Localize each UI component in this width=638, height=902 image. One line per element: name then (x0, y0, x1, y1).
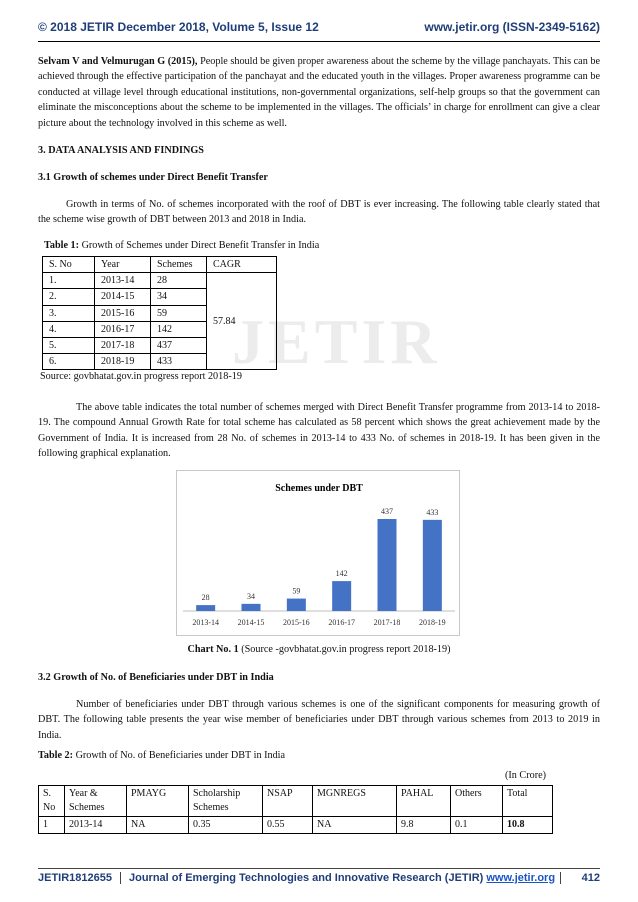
table-cell: 59 (151, 305, 207, 321)
chart-bar (196, 605, 215, 611)
x-tick-label: 2017-18 (373, 618, 401, 627)
section-heading-3: 3. DATA ANALYSIS AND FINDINGS (38, 145, 204, 156)
chart-canvas (177, 471, 461, 637)
table2-caption (38, 750, 285, 761)
paragraph-beneficiaries: Number of beneficiaries under DBT through various schemes is one of the significant components for measuring growth of DBT. The following table presents the year wise member of beneficiaries under DBT through various schemes from 2013 to 2019 in India. (38, 699, 600, 741)
table-cell: 2018-19 (95, 354, 151, 370)
article-code: JETIR1812655 (38, 872, 121, 884)
table-cell: 4. (43, 321, 95, 337)
citation-author: Selvam V and Velmurugan G (2015), (38, 56, 198, 67)
bar-data-label: 59 (292, 586, 301, 596)
journal-title: Journal of Emerging Technologies and Innovative Research (JETIR) (129, 872, 487, 884)
table-cell: 0.1 (451, 817, 503, 834)
header-right: www.jetir.org (ISSN-2349-5162) (424, 20, 600, 34)
table-cell: 2014-15 (95, 289, 151, 305)
table-cell: 3. (43, 305, 95, 321)
paragraph-intro (38, 54, 600, 131)
x-tick-label: 2018-19 (418, 618, 446, 627)
table-header-cell: Schemes (151, 257, 207, 273)
table-cell: 2016-17 (95, 321, 151, 337)
page-number: 412 (560, 872, 600, 884)
table-header-cell: PAHAL (397, 786, 451, 817)
table-cell-total: 10.8 (503, 817, 553, 834)
table-cell: NA (127, 817, 189, 834)
paragraph-table-explanation: The above table indicates the total number of schemes merged with Direct Benefit Transfer programme from 2013-14 to 2018-19. The compound Annual Growth Rate for total scheme has calculated as 58 percent which shows the great achievement made by the Government of India. It is increased from 28 No. of schemes in 2013-14 to 433 No. of schemes in 2018-19. It has been given in the following graphical explanation. (38, 402, 600, 460)
table-cell: 2013-14 (65, 817, 127, 834)
table-cell: 6. (43, 354, 95, 370)
chart-bar (332, 581, 351, 611)
table-header-cell: CAGR (207, 257, 277, 273)
table-header-row (43, 257, 277, 273)
table-cell: 1. (43, 273, 95, 289)
table1-caption-text: Growth of Schemes under Direct Benefit Transfer in India (79, 240, 320, 251)
chart-bar (378, 519, 397, 611)
table-header-row (39, 786, 553, 817)
header-rule (38, 41, 600, 42)
table-row (39, 817, 553, 834)
table-header-cell: Year & Schemes (65, 786, 127, 817)
paragraph-growth: Growth in terms of No. of schemes incorporated with the roof of DBT is ever increasing. The following table clearly stated that the scheme wise growth of DBT between 2013 and 2018 in India. (38, 199, 600, 226)
table-cell: 142 (151, 321, 207, 337)
table-header-cell: Year (95, 257, 151, 273)
x-tick-label: 2014-15 (237, 618, 265, 627)
paragraph-text: People should be given proper awareness about the scheme by the village panchayats. This can be achieved through the effective participation of the panchayat and the educated youth in the villages. Proper awareness programme can be conducted at village level through educational institutions, non-governmental organizations, self-help groups so that the government can eliminate the misconceptions about the scheme to be implemented in the villages. The officials’ in charge for enrollment can give a clear picture about the technology involved in this scheme as well. (38, 56, 600, 129)
table-cell: 28 (151, 273, 207, 289)
bar-data-label: 28 (201, 593, 210, 603)
journal-link[interactable]: www.jetir.org (486, 872, 556, 884)
table-header-cell: S. No (43, 257, 95, 273)
header-left: © 2018 JETIR December 2018, Volume 5, Issue 12 (38, 20, 319, 34)
table-cell: 433 (151, 354, 207, 370)
table-row (43, 273, 277, 289)
table-header-cell: Scholarship Schemes (189, 786, 263, 817)
bar-data-label: 34 (247, 591, 255, 601)
chart-bar (423, 520, 442, 611)
table-cell: 1 (39, 817, 65, 834)
chart-bar (287, 599, 306, 611)
table-cell: 2013-14 (95, 273, 151, 289)
table2 (38, 785, 553, 834)
cagr-cell: 57.84 (207, 273, 277, 370)
page-header (38, 20, 600, 34)
table-header-cell: Total (503, 786, 553, 817)
schemes-bar-chart (176, 470, 460, 636)
table-cell: 0.35 (189, 817, 263, 834)
table-header-cell: PMAYG (127, 786, 189, 817)
x-tick-label: 2013-14 (192, 618, 220, 627)
chart-caption (0, 644, 638, 655)
journal-name (121, 872, 560, 884)
bar-data-label: 437 (381, 507, 393, 516)
chart-bar (242, 604, 261, 611)
table-header-cell: S. No (39, 786, 65, 817)
table1-source: Source: govbhatat.gov.in progress report 2018-19 (40, 371, 242, 382)
chart-caption-text: (Source -govbhatat.gov.in progress report 2018-19) (238, 644, 451, 655)
x-tick-label: 2016-17 (328, 618, 356, 627)
table-cell: 2015-16 (95, 305, 151, 321)
table2-caption-text: Growth of No. of Beneficiaries under DBT in India (73, 750, 286, 761)
section-heading-3-2: 3.2 Growth of No. of Beneficiaries under DBT in India (38, 672, 274, 683)
chart-title: Schemes under DBT (275, 483, 363, 494)
table-header-cell: NSAP (263, 786, 313, 817)
table-cell: 34 (151, 289, 207, 305)
x-tick-label: 2015-16 (282, 618, 310, 627)
table1-caption (44, 240, 319, 251)
chart-caption-label: Chart No. 1 (187, 644, 239, 655)
bar-data-label: 142 (335, 569, 348, 579)
table1 (42, 256, 277, 370)
table2-caption-label: Table 2: (38, 750, 74, 761)
table-cell: 5. (43, 337, 95, 353)
table-cell: 9.8 (397, 817, 451, 834)
table-cell: 2017-18 (95, 337, 151, 353)
table-cell: 0.55 (263, 817, 313, 834)
table-cell: 2. (43, 289, 95, 305)
table2-unit: (In Crore) (504, 770, 546, 781)
footer-rule (38, 868, 600, 869)
table-cell: NA (313, 817, 397, 834)
section-heading-3-1: 3.1 Growth of schemes under Direct Benefit Transfer (38, 172, 268, 183)
bar-data-label: 433 (426, 507, 439, 517)
page-footer (38, 872, 600, 884)
table1-caption-label: Table 1: (44, 240, 80, 251)
table-header-cell: Others (451, 786, 503, 817)
table-header-cell: MGNREGS (313, 786, 397, 817)
table-cell: 437 (151, 337, 207, 353)
jetir-watermark: JETIR (232, 306, 441, 377)
